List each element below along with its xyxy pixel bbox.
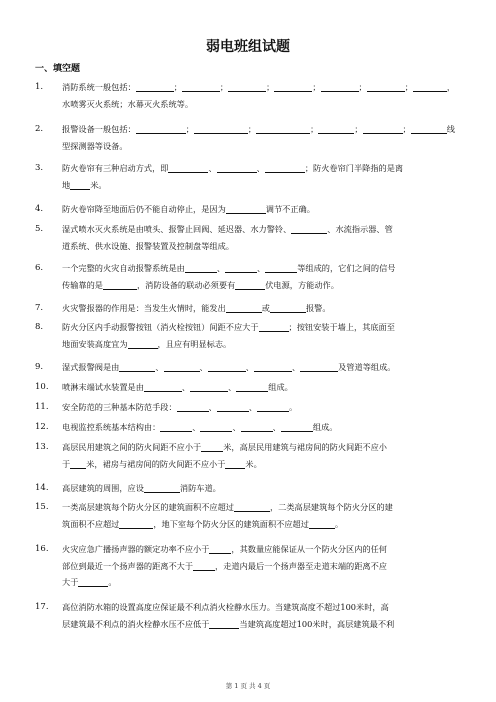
question-text-segment: 当建筑高度超过100米时，高层建筑最不利 bbox=[239, 618, 395, 629]
question-text-segment: 消防车道。 bbox=[179, 483, 221, 493]
question-text-segment: 湿式报警阀是由 bbox=[62, 362, 120, 372]
answer-blank[interactable] bbox=[190, 381, 228, 392]
question-text bbox=[62, 399, 460, 416]
answer-blank[interactable] bbox=[367, 81, 405, 92]
question-text-segment: 火灾警报器的作用是：当发生火情时，能发出 bbox=[62, 303, 226, 313]
question-text-segment: 、 bbox=[256, 163, 265, 173]
answer-blank[interactable] bbox=[413, 81, 447, 92]
question-text-segment: 、 bbox=[272, 422, 281, 432]
question-text-segment: 组成。 bbox=[312, 422, 338, 432]
answer-blank[interactable] bbox=[78, 576, 108, 587]
question-text-segment: ； bbox=[185, 124, 194, 134]
question-text bbox=[62, 599, 460, 632]
answer-blank[interactable] bbox=[193, 560, 215, 571]
page-title: 弱电班组试题 bbox=[206, 39, 290, 55]
question-text bbox=[62, 480, 460, 497]
question-text-segment: 防火分区内手动报警按钮（消火栓按钮）间距不应大于 bbox=[62, 322, 259, 332]
question-text-segment: 消防系统一般包括： bbox=[62, 82, 136, 92]
answer-blank[interactable] bbox=[103, 279, 137, 290]
question-item bbox=[35, 439, 460, 472]
answer-blank[interactable] bbox=[257, 401, 289, 412]
answer-blank[interactable] bbox=[185, 262, 217, 273]
question-item bbox=[35, 379, 460, 396]
question-text-segment: 等组成的，它们之间的信号 传输靠的是 bbox=[62, 263, 396, 290]
question-text-segment: ；按钮安装于墙上，其底面至 地面安装高度宜为 bbox=[62, 322, 395, 349]
answer-blank[interactable] bbox=[265, 262, 297, 273]
answer-blank[interactable] bbox=[234, 501, 270, 512]
question-text-segment: ； bbox=[173, 82, 182, 92]
question-item bbox=[35, 221, 460, 254]
question-text-segment: ，其数量应能保证从一个防火分区内的任何 部位到最近一个扬声器的距离不大于 bbox=[62, 544, 387, 571]
question-text-segment: ，且应有明显标志。 bbox=[157, 338, 232, 349]
question-text-segment: ，消防设备的联动必须要有 bbox=[136, 279, 236, 290]
answer-blank[interactable] bbox=[321, 81, 359, 92]
answer-blank[interactable] bbox=[270, 302, 306, 313]
answer-blank[interactable] bbox=[168, 162, 208, 173]
question-text-segment: 、 bbox=[216, 263, 226, 273]
question-text-segment: 米，高层民用建筑与裙房间的防火间距不应小 于 bbox=[62, 442, 387, 469]
question-text-segment: ； bbox=[404, 82, 413, 92]
question-text-segment: 报警。 bbox=[305, 303, 331, 313]
question-item bbox=[35, 359, 460, 376]
question-item bbox=[35, 399, 460, 416]
answer-blank[interactable] bbox=[217, 401, 249, 412]
answer-blank[interactable] bbox=[235, 279, 265, 290]
question-number: 9. bbox=[35, 362, 44, 372]
question-text bbox=[62, 439, 460, 472]
answer-blank[interactable] bbox=[411, 123, 447, 134]
question-text-segment: 、 bbox=[155, 362, 164, 372]
question-item bbox=[35, 541, 460, 591]
question-text-segment: 一个完整的火灾自动报警系统是由 bbox=[62, 263, 185, 273]
question-text bbox=[62, 160, 460, 193]
question-text bbox=[62, 121, 460, 154]
question-text-segment: ； bbox=[310, 124, 319, 134]
question-number: 3. bbox=[35, 163, 44, 173]
answer-blank[interactable] bbox=[225, 262, 257, 273]
answer-blank[interactable] bbox=[225, 458, 245, 469]
answer-blank[interactable] bbox=[209, 618, 239, 629]
question-text-segment: 防火卷帘有三种启动方式，即 bbox=[62, 163, 169, 173]
question-item bbox=[35, 419, 460, 436]
question-text-segment: 高位消防水箱的设置高度应保证最不利点消火栓静水压力。当建筑高度不超过100米时，高 层建筑最不利点的消火栓静水压不应低于 bbox=[62, 602, 389, 629]
answer-blank[interactable] bbox=[309, 518, 335, 529]
question-item bbox=[35, 300, 460, 317]
answer-blank[interactable] bbox=[217, 162, 257, 173]
question-item bbox=[35, 160, 460, 193]
question-text-segment: 米。 bbox=[90, 179, 107, 190]
answer-blank[interactable] bbox=[226, 302, 262, 313]
question-text-segment: 一类高层建筑每个防火分区的建筑面积不应超过 bbox=[62, 502, 234, 512]
page-footer: 第 1 页 共 4 页 bbox=[225, 682, 271, 690]
answer-blank[interactable] bbox=[182, 81, 220, 92]
answer-blank[interactable] bbox=[228, 81, 266, 92]
question-text-segment: 喷淋末端试水装置是由 bbox=[62, 382, 144, 392]
answer-blank[interactable] bbox=[259, 321, 289, 332]
question-number: 11. bbox=[35, 402, 49, 412]
question-number: 10. bbox=[35, 382, 49, 392]
question-text-segment: 米。 bbox=[245, 458, 262, 469]
question-text-segment: ； bbox=[312, 82, 321, 92]
question-text-segment: 电视监控系统基本结构由： bbox=[62, 422, 161, 432]
question-text-segment: ；防火卷帘门半降指的是离 地 bbox=[62, 163, 404, 190]
question-number: 6. bbox=[35, 263, 44, 273]
question-text-segment: 安全防范的三种基本防范手段： bbox=[62, 402, 177, 412]
question-text bbox=[62, 221, 460, 254]
question-text-segment: 、 bbox=[208, 163, 217, 173]
answer-blank[interactable] bbox=[274, 81, 312, 92]
question-text-segment: 报警设备一般包括： bbox=[62, 124, 136, 134]
question-text-segment: 伏电源，方能动作。 bbox=[265, 279, 339, 290]
answer-blank[interactable] bbox=[70, 458, 86, 469]
section-heading: 一、填空题 bbox=[35, 64, 81, 74]
question-number: 16. bbox=[35, 544, 49, 554]
question-number: 8. bbox=[35, 322, 44, 332]
question-text-segment: ； bbox=[358, 82, 367, 92]
question-text-segment: 、 bbox=[245, 362, 254, 372]
question-text bbox=[62, 379, 460, 396]
question-text-segment: 或 bbox=[261, 303, 270, 313]
question-text-segment: ，二类高层建筑每个防火分区的建 筑面积不应超过 bbox=[62, 502, 393, 529]
question-text-segment: ； bbox=[402, 124, 411, 134]
question-text bbox=[62, 541, 460, 591]
question-text-segment: 湿式喷水灭火系统是由喷头、报警止回阀、延迟器、水力警铃、 bbox=[62, 224, 292, 234]
question-text-segment: 、 bbox=[291, 362, 301, 372]
answer-blank[interactable] bbox=[236, 381, 268, 392]
answer-blank[interactable] bbox=[281, 421, 313, 432]
question-text bbox=[62, 300, 460, 317]
answer-blank[interactable] bbox=[300, 361, 338, 372]
question-text-segment: ； bbox=[247, 124, 257, 134]
question-text-segment: 高层建筑的周围，应设 bbox=[62, 483, 144, 493]
question-text bbox=[62, 419, 460, 436]
answer-blank[interactable] bbox=[208, 361, 246, 372]
question-text-segment: 火灾应急广播扬声器的额定功率不应小于 bbox=[62, 544, 210, 554]
answer-blank[interactable] bbox=[209, 543, 231, 554]
question-number: 2. bbox=[35, 124, 44, 134]
question-text bbox=[62, 79, 460, 112]
question-text-segment: 、 bbox=[232, 422, 241, 432]
answer-blank[interactable] bbox=[363, 123, 403, 134]
answer-blank[interactable] bbox=[164, 361, 200, 372]
answer-blank[interactable] bbox=[136, 123, 186, 134]
question-text-segment: 米，裙房与裙房间的防火间距不应小于 bbox=[86, 458, 226, 469]
question-text-segment: 、 bbox=[199, 362, 208, 372]
question-text-segment: ，地下室每个防火分区的建筑面积不应超过 bbox=[153, 518, 309, 529]
answer-blank[interactable] bbox=[200, 421, 232, 432]
question-number: 14. bbox=[35, 483, 49, 493]
question-item bbox=[35, 480, 460, 497]
question-text bbox=[62, 499, 460, 532]
question-text-segment: 。 bbox=[334, 518, 344, 529]
question-text-segment: 。 bbox=[289, 402, 298, 412]
question-item bbox=[35, 201, 460, 218]
question-text bbox=[62, 359, 460, 376]
answer-blank[interactable] bbox=[144, 381, 182, 392]
question-item bbox=[35, 260, 460, 293]
question-text bbox=[62, 319, 460, 352]
question-number: 4. bbox=[35, 204, 44, 214]
question-item bbox=[35, 499, 460, 532]
question-text-segment: 防火卷帘降至地面后仍不能自动停止，是因为 bbox=[62, 204, 226, 214]
question-text bbox=[62, 201, 460, 218]
answer-blank[interactable] bbox=[194, 123, 248, 134]
answer-blank[interactable] bbox=[160, 421, 192, 432]
answer-blank[interactable] bbox=[119, 518, 153, 529]
question-text-segment: 、 bbox=[181, 382, 191, 392]
question-text-segment: 、水流指示器、管 道系统、供水设施、报警装置及控制盘等组成。 bbox=[62, 224, 393, 251]
question-text-segment: 组成。 bbox=[268, 382, 293, 392]
question-text-segment: ； bbox=[354, 124, 363, 134]
question-number: 15. bbox=[35, 502, 49, 512]
question-text-segment: 及管道等组成。 bbox=[338, 362, 396, 372]
answer-blank[interactable] bbox=[256, 123, 310, 134]
question-item bbox=[35, 319, 460, 352]
answer-blank[interactable] bbox=[291, 223, 327, 234]
answer-blank[interactable] bbox=[318, 123, 354, 134]
question-number: 5. bbox=[35, 224, 44, 234]
question-text-segment: 、 bbox=[248, 402, 258, 412]
question-text-segment: 、 bbox=[192, 422, 201, 432]
question-item bbox=[35, 79, 460, 112]
answer-blank[interactable] bbox=[70, 179, 90, 190]
question-number: 17. bbox=[35, 602, 49, 612]
question-text-segment: 、 bbox=[228, 382, 237, 392]
answer-blank[interactable] bbox=[265, 162, 305, 173]
answer-blank[interactable] bbox=[144, 482, 180, 493]
question-item bbox=[35, 121, 460, 154]
question-text-segment: ； bbox=[219, 82, 229, 92]
answer-blank[interactable] bbox=[226, 203, 266, 214]
answer-blank[interactable] bbox=[119, 361, 155, 372]
question-text-segment: 。 bbox=[108, 577, 117, 587]
question-text-segment: 高层民用建筑之间的防火间距不应小于 bbox=[62, 442, 202, 452]
question-text-segment: 、 bbox=[257, 263, 266, 273]
question-text-segment: ，走道内最后一个扬声器至走道末端的距离不应 大于 bbox=[62, 560, 387, 587]
question-text-segment: ； bbox=[266, 82, 275, 92]
question-number: 1. bbox=[35, 82, 44, 92]
answer-blank[interactable] bbox=[128, 338, 158, 349]
question-number: 12. bbox=[35, 422, 49, 432]
answer-blank[interactable] bbox=[177, 401, 209, 412]
question-number: 7. bbox=[35, 303, 44, 313]
question-text-segment: 、 bbox=[208, 402, 217, 412]
question-item bbox=[35, 599, 460, 632]
answer-blank[interactable] bbox=[136, 81, 174, 92]
answer-blank[interactable] bbox=[201, 441, 223, 452]
question-text-segment: ， 水喷雾灭火系统；水幕灭火系统等。 bbox=[62, 82, 456, 109]
question-number: 13. bbox=[35, 442, 49, 452]
question-text-segment: 调节不正确。 bbox=[265, 204, 315, 214]
answer-blank[interactable] bbox=[241, 421, 273, 432]
question-text-segment: 线 型探测器等设备。 bbox=[62, 124, 455, 151]
answer-blank[interactable] bbox=[254, 361, 292, 372]
question-text bbox=[62, 260, 460, 293]
